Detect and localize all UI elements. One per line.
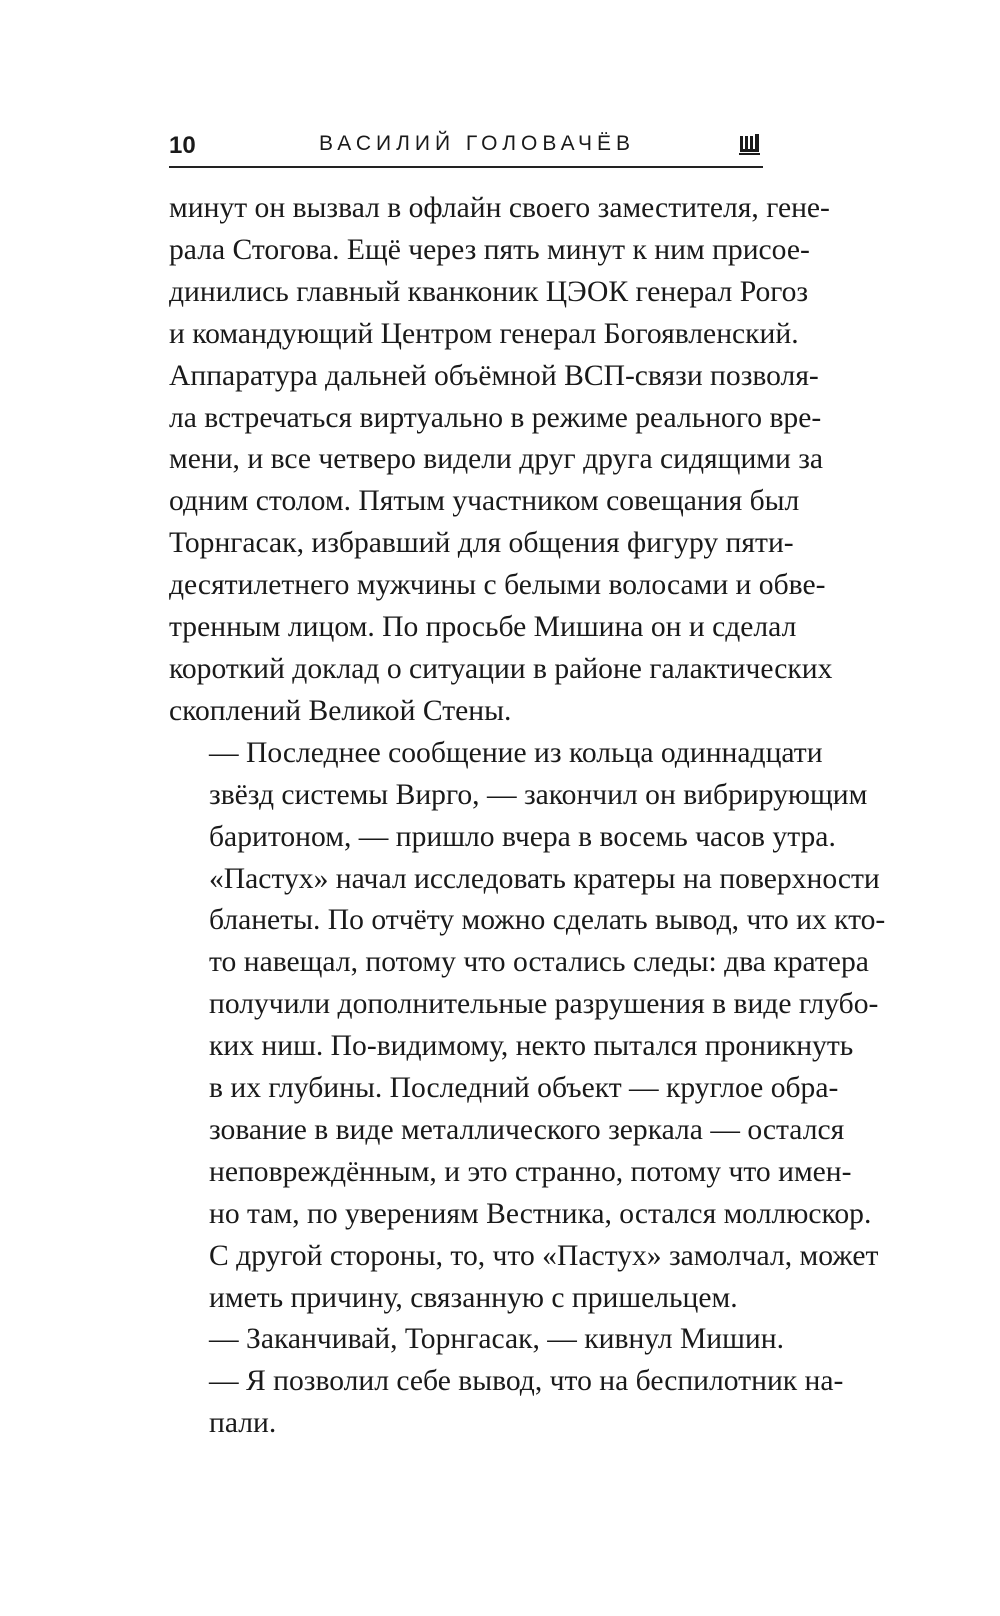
text-line: в их глубины. Последний объект — круглое обра- [209, 1072, 839, 1105]
text-line: мени, и все четверо видели друг друга сидящими за [169, 443, 824, 476]
text-line: но там, по уверениям Вестника, остался моллюскор. [209, 1197, 872, 1230]
text-line: ла встречаться виртуально в режиме реального вре- [169, 401, 822, 434]
paragraph [169, 1319, 784, 1361]
text-line: Аппаратура дальней объёмной ВСП-связи позволя- [169, 359, 819, 392]
paragraph [169, 733, 886, 1320]
paragraph [169, 188, 833, 733]
text-line: пали. [209, 1407, 277, 1440]
text-line: Торнгасак, избравший для общения фигуру пяти- [169, 527, 794, 560]
text-line: — Последнее сообщение из кольца одиннадцати [209, 736, 823, 769]
paragraph [169, 1361, 844, 1445]
text-line: получили дополнительные разрушения в виде глубо- [209, 988, 879, 1021]
text-line: десятилетнего мужчины с белыми волосами и обве- [169, 569, 826, 602]
text-line: звёзд системы Вирго, — закончил он вибрирующим [209, 778, 868, 811]
text-line: динились главный кванконик ЦЭОК генерал Рогоз [169, 275, 809, 308]
text-line: неповреждённым, и это странно, потому что имен- [209, 1155, 852, 1188]
text-line: — Заканчивай, Торнгасак, — кивнул Мишин. [209, 1323, 784, 1356]
text-line: С другой стороны, то, что «Пастух» замолчал, может [209, 1239, 879, 1272]
author-name: ВАСИЛИЙ ГОЛОВАЧЁВ [319, 132, 636, 155]
text-line: — Я позволил себе вывод, что на беспилотник на- [209, 1365, 844, 1398]
text-line: и командующий Центром генерал Богоявленский. [169, 317, 799, 350]
text-line: ких ниш. По-видимому, некто пытался проникнуть [209, 1030, 854, 1063]
text-line: бланеты. По отчёту можно сделать вывод, что их кто- [209, 904, 886, 937]
publisher-logo-icon [739, 134, 761, 156]
text-line: скоплений Великой Стены. [169, 694, 512, 727]
text-line: тренным лицом. По просьбе Мишина он и сделал [169, 611, 797, 644]
text-line: короткий доклад о ситуации в районе галактических [169, 652, 833, 685]
running-header [169, 126, 763, 168]
text-line: «Пастух» начал исследовать кратеры на поверхности [209, 862, 880, 895]
text-line: то навещал, потому что остались следы: два кратера [209, 946, 869, 979]
text-line: иметь причину, связанную с пришельцем. [209, 1281, 738, 1314]
text-line: зование в виде металлического зеркала — остался [209, 1113, 845, 1146]
body-text [169, 188, 886, 1445]
text-line: минут он вызвал в офлайн своего заместителя, гене- [169, 192, 830, 224]
page-number: 10 [169, 132, 196, 159]
text-line: рала Стогова. Ещё через пять минут к ним присое- [169, 233, 810, 266]
text-line: одним столом. Пятым участником совещания был [169, 485, 800, 518]
text-line: баритоном, — пришло вчера в восемь часов утра. [209, 820, 836, 853]
